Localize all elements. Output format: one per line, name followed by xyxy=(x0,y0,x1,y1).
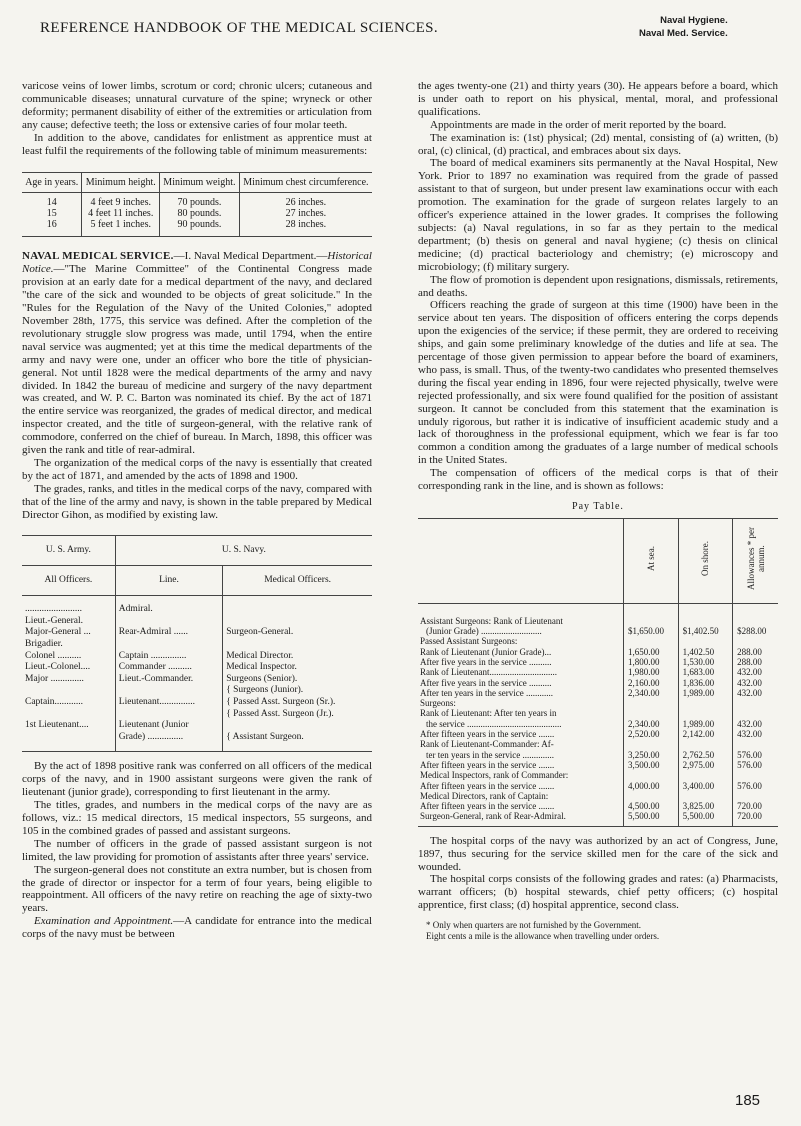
table-cell: 3,825.00 xyxy=(678,801,733,811)
table-cell: Surgeon-General, rank of Rear-Admiral. xyxy=(418,811,624,826)
footnote-line: * Only when quarters are not furnished by the Government. xyxy=(426,920,641,931)
table-cell: Lieutenant (Junior xyxy=(115,720,222,732)
table-cell: 1,530.00 xyxy=(678,657,733,667)
section-heading xyxy=(22,250,372,457)
table-cell: 432.00 xyxy=(737,667,762,678)
table-cell xyxy=(22,732,115,752)
table-row xyxy=(22,720,372,732)
table-cell xyxy=(223,596,372,616)
table-row xyxy=(418,760,778,770)
table-row xyxy=(418,657,778,667)
table-cell: 2,142.00 xyxy=(678,729,733,739)
paragraph: The examination is: (1st) physical; (2d) mental, consisting of (a) written, (b) oral, (c) clinical, (d) practical, and embraces about six days. xyxy=(418,131,778,157)
table-cell: Medical Director. xyxy=(226,650,294,661)
table-cell: Lieut.-General. xyxy=(22,616,115,628)
table-cell: After fifteen years in the service ....... xyxy=(418,801,624,811)
table-row xyxy=(22,219,372,237)
table-cell: After ten years in the service ............ xyxy=(418,688,624,698)
table-cell xyxy=(678,739,733,749)
table-cell: 720.00 xyxy=(733,811,778,826)
right-column xyxy=(418,80,778,941)
table-header: Minimum weight. xyxy=(160,173,240,193)
table-cell: 28 inches. xyxy=(239,219,372,237)
table-header xyxy=(678,518,733,603)
table-cell xyxy=(223,720,372,732)
subsection-title: Historical Notice. xyxy=(22,250,372,276)
table-cell: Captain............ xyxy=(22,697,115,709)
table-cell: 2,340.00 xyxy=(624,719,679,729)
table-cell xyxy=(624,708,679,718)
table-cell: Rank of Lieutenant (Junior Grade)... xyxy=(418,647,624,657)
table-cell: 576.00 xyxy=(737,749,762,760)
table-cell: Passed Assistant Surgeons: xyxy=(418,636,624,646)
paragraph: The organization of the medical corps of the navy is essentially that created by the act of 1871, and amended by the acts of 1898 and 1900. xyxy=(22,456,372,482)
paragraph-text: —A candidate for entrance into the medical corps of the navy must be between xyxy=(22,915,373,941)
table-cell: { Passed Asst. Surgeon (Jr.). xyxy=(226,708,334,719)
table-cell: 3,400.00 xyxy=(678,781,733,791)
table-cell xyxy=(733,636,778,646)
table-cell: 5,500.00 xyxy=(624,811,679,826)
table-cell: After five years in the service .......... xyxy=(418,657,624,667)
table-row xyxy=(418,811,778,826)
table-row xyxy=(22,639,372,651)
table-cell: (Junior Grade) ........................... xyxy=(418,626,624,636)
paragraph: The number of officers in the grade of passed assistant surgeon is not limited, the law providing for promotion of assistants after three years' service. xyxy=(22,837,372,863)
table-cell xyxy=(223,639,372,651)
table-cell: 432.00 xyxy=(737,677,762,688)
footnote xyxy=(418,920,778,941)
table-header: Line. xyxy=(115,566,222,596)
table-cell: Lieut.-Commander. xyxy=(115,674,222,686)
table-row xyxy=(22,674,372,686)
table-row xyxy=(418,678,778,688)
table-cell: Surgeons: xyxy=(418,698,624,708)
table-cell: Surgeons (Senior). xyxy=(226,673,298,684)
paragraph: —"The Marine Committee" of the Continental Congress made provision at an early date for a medical department of the navy, and declared "the care of the sick and wounded to be objects of great solicitude." In the "Rules for the Regulation of the Navy of the United Colonies," adopted November 28th, 1775, this service was defined. After the completion of the revolutionary struggle slow progress was made, until 1794, when the entire naval service was augmented; yet at this time the medical departments of the army and navy were one, under an officer who bore the title of physician-general. Not until 1828 were the medical departments of the army and navy divided. In 1842 the bureau of medicine and surgery of the navy department was created, and W. P. C. Barton was nominated its chief. By the act of 1871 the entire service was reorganized, the grades of medical director, and medical inspector created, and the title of surgeon-general, with the relative rank of commodore, conferred on the chief of bureau. In March, 1898, this officer was given the rank and title of rear-admiral. xyxy=(22,263,372,457)
table-row xyxy=(418,719,778,729)
page-header xyxy=(0,8,801,44)
page-number: 185 xyxy=(735,1092,761,1109)
table-header: Minimum chest circumference. xyxy=(239,173,372,193)
table-cell: 432.00 xyxy=(737,718,762,729)
section-tag-line2: Naval Med. Service. xyxy=(639,28,728,39)
table-cell: $1,402.50 xyxy=(678,626,733,636)
table-cell: 1,836.00 xyxy=(678,678,733,688)
table-cell xyxy=(678,636,733,646)
table-cell: 16 xyxy=(22,219,82,237)
running-title: REFERENCE HANDBOOK OF THE MEDICAL SCIENCES. xyxy=(40,20,439,36)
footnote-line: Eight cents a mile is the allowance when travelling under orders. xyxy=(426,930,660,941)
paragraph: varicose veins of lower limbs, scrotum or cord; chronic ulcers; cutaneous and communicable diseases; unnatural curvature of the spine; wryneck or other deformity; permanent disability of either of the extremities or articulation from any cause; defective teeth; the loss or extensive caries of four molar teeth. xyxy=(22,80,372,131)
table-cell: 4 feet 9 inches. xyxy=(82,193,160,209)
table-cell: After fifteen years in the service ....... xyxy=(418,760,624,770)
column-label: Allowances * per annum. xyxy=(745,527,766,591)
section-title: NAVAL MEDICAL SERVICE. xyxy=(22,250,174,263)
table-cell: ........................ xyxy=(22,596,115,616)
table-cell: Rank of Lieutenant-Commander: Af- xyxy=(418,739,624,749)
table-cell xyxy=(733,603,778,626)
table-cell xyxy=(624,791,679,801)
table-row xyxy=(22,662,372,674)
table-row xyxy=(418,647,778,657)
table-cell xyxy=(624,698,679,708)
table-cell: 1,800.00 xyxy=(624,657,679,667)
table-row xyxy=(418,791,778,801)
section-subtitle: —I. Naval Medical Department.— xyxy=(173,250,328,263)
table-cell: the service .......................................... xyxy=(418,719,624,729)
paragraph: The board of medical examiners sits permanently at the Naval Hospital, New York. Prior to 1897 no examination was required from the grade of passed assistant to that of surgeon, but under present law examinations occur with each promotion. The examination for the grade of surgeon relates largely to an officer's experience attained in the lower grades. It comprises the following subjects: (a) Naval regulations, in so far as they pertain to the medical department; (b) thesis on general and naval hygiene; (c) thesis on clinical medicine; (d) practical bacteriology and chemistry; (e) microscopy and microbiology; (f) military surgery. xyxy=(418,157,778,273)
table-header: All Officers. xyxy=(22,566,115,596)
table-cell: Captain ............... xyxy=(115,651,222,663)
table-header: U. S. Navy. xyxy=(115,536,372,566)
table-cell: 3,500.00 xyxy=(624,760,679,770)
table-row xyxy=(418,688,778,698)
table-cell: 288.00 xyxy=(737,646,762,657)
table-cell: Assistant Surgeons: Rank of Lieutenant xyxy=(418,603,624,626)
table-cell: 1,683.00 xyxy=(678,667,733,677)
table-row xyxy=(418,770,778,780)
table-cell xyxy=(678,791,733,801)
table-cell xyxy=(733,791,778,801)
table-cell xyxy=(22,709,115,721)
table-cell: After five years in the service .......... xyxy=(418,678,624,688)
table-cell: Major-General ... xyxy=(22,627,115,639)
paragraph: The hospital corps of the navy was authorized by an act of Congress, June, 1897, thus securing for the service skilled men for the care of the sick and wounded. xyxy=(418,834,778,873)
table-cell xyxy=(115,639,222,651)
table-row xyxy=(22,616,372,628)
paragraph: The flow of promotion is dependent upon resignations, dismissals, retirements, and deaths. xyxy=(418,273,778,299)
table-header: U. S. Army. xyxy=(22,536,115,566)
table-cell: { Surgeons (Junior). xyxy=(226,685,304,696)
table-cell: 576.00 xyxy=(737,780,762,791)
table-cell xyxy=(624,636,679,646)
table-cell: After fifteen years in the service ....... xyxy=(418,729,624,739)
paragraph: Appointments are made in the order of merit reported by the board. xyxy=(430,118,727,131)
table-cell xyxy=(678,770,733,780)
paragraph: the ages twenty-one (21) and thirty years (30). He appears before a board, which is under oath to report on his physical, mental, moral, and professional qualifications. xyxy=(418,80,778,118)
table-cell: 2,762.50 xyxy=(678,750,733,760)
table-row xyxy=(22,627,372,639)
table-cell: Colonel .......... xyxy=(22,651,115,663)
table-cell xyxy=(678,603,733,626)
table-cell: 2,160.00 xyxy=(624,678,679,688)
table-row xyxy=(22,732,372,752)
table-cell: Major .............. xyxy=(22,674,115,686)
table-cell xyxy=(678,708,733,718)
table-cell xyxy=(115,709,222,721)
section-tag-line1: Naval Hygiene. xyxy=(660,15,728,26)
table-cell xyxy=(624,770,679,780)
table-cell xyxy=(733,698,778,708)
table-cell: After fifteen years in the service ....... xyxy=(418,781,624,791)
table-cell: 432.00 xyxy=(737,687,762,698)
minimum-measurements-table xyxy=(22,172,372,237)
table-row xyxy=(418,636,778,646)
table-cell: { Passed Asst. Surgeon (Sr.). xyxy=(226,697,336,708)
table-cell: 1,402.50 xyxy=(678,647,733,657)
table-cell: Medical Directors, rank of Captain: xyxy=(418,791,624,801)
table-row xyxy=(418,781,778,791)
table-cell: Medical Inspector. xyxy=(226,662,297,673)
paragraph: In addition to the above, candidates for enlistment as apprentice must at least fulfil the requirements of the following table of minimum measurements: xyxy=(22,131,372,157)
table-cell: ter ten years in the service .............. xyxy=(418,750,624,760)
table-cell: 14 xyxy=(22,193,82,209)
table-cell xyxy=(22,685,115,697)
paragraph: The grades, ranks, and titles in the medical corps of the navy, compared with that of the line of the army and navy, is shown in the table prepared by Medical Director Gihon, as modified by existing law. xyxy=(22,482,372,521)
table-cell: 576.00 xyxy=(737,759,762,770)
table-cell: 4 feet 11 inches. xyxy=(82,208,160,219)
table-cell: 80 pounds. xyxy=(160,208,240,219)
table-cell: Rank of Lieutenant.............................. xyxy=(418,667,624,677)
paragraph: The surgeon-general does not constitute an extra number, but is chosen from the grade of director or inspector for a term of four years, being eligible to reappointment. All officers of the navy retire on reaching the age of sixty-two years. xyxy=(22,863,372,915)
table-row xyxy=(418,750,778,760)
table-header: Age in years. xyxy=(22,173,82,193)
paragraph xyxy=(22,915,372,941)
table-cell: Brigadier. xyxy=(22,639,115,651)
table-row xyxy=(418,603,778,626)
table-cell: 2,520.00 xyxy=(624,729,679,739)
table-cell: 432.00 xyxy=(737,729,762,740)
table-row xyxy=(418,698,778,708)
column-label: On shore. xyxy=(700,541,711,577)
table-row xyxy=(418,626,778,636)
table-cell: 5,500.00 xyxy=(678,811,733,826)
table-cell: 15 xyxy=(22,208,82,219)
pay-table xyxy=(418,518,778,827)
table-cell: 1,989.00 xyxy=(678,719,733,729)
table-row xyxy=(418,667,778,677)
table-cell: Lieutenant............... xyxy=(115,697,222,709)
table-row xyxy=(418,729,778,739)
table-cell xyxy=(624,603,679,626)
table-cell xyxy=(678,698,733,708)
table-cell: 4,500.00 xyxy=(624,801,679,811)
table-cell: 288.00 xyxy=(737,657,762,667)
table-cell: 720.00 xyxy=(737,801,762,812)
table-header xyxy=(418,518,624,603)
table-cell xyxy=(115,616,222,628)
table-header xyxy=(733,518,778,603)
table-cell xyxy=(115,685,222,697)
table-cell: Rear-Admiral ...... xyxy=(115,627,222,639)
table-header xyxy=(624,518,679,603)
table-cell: 26 inches. xyxy=(285,197,327,209)
table-cell xyxy=(624,739,679,749)
table-cell: Rank of Lieutenant: After ten years in xyxy=(418,708,624,718)
section-tag xyxy=(639,14,728,40)
table-row xyxy=(22,709,372,721)
table-row xyxy=(418,801,778,811)
table-cell: Surgeon-General. xyxy=(226,627,294,638)
table-row xyxy=(22,685,372,697)
table-cell: 90 pounds. xyxy=(160,219,240,237)
table-cell: 1,989.00 xyxy=(678,688,733,698)
table-cell: 1,650.00 xyxy=(624,647,679,657)
table-cell xyxy=(733,739,778,749)
table-cell: 1,980.00 xyxy=(624,667,679,677)
table-cell: 2,975.00 xyxy=(678,760,733,770)
table-row xyxy=(22,697,372,709)
table-cell: Grade) ............... xyxy=(115,732,222,752)
table-row xyxy=(22,193,372,209)
subsection-title: Examination and Appointment. xyxy=(34,915,174,928)
table-cell: Admiral. xyxy=(115,596,222,616)
paragraph: By the act of 1898 positive rank was conferred on all officers of the medical corps of the navy, and in 1900 assistant surgeons were given the rank of lieutenant (junior grade), corresponding to first lieutenant in the army. xyxy=(22,760,372,799)
paragraph: The titles, grades, and numbers in the medical corps of the navy are as follows, viz.: 15 medical directors, 15 medical inspectors, 55 surgeons, and 105 in the combined grades of passed and assistant surgeons. xyxy=(22,799,372,837)
table-row xyxy=(22,596,372,616)
table-header: Minimum height. xyxy=(82,173,160,193)
column-label: At sea. xyxy=(645,546,656,572)
left-column xyxy=(22,80,372,941)
table-cell: { Assistant Surgeon. xyxy=(223,732,372,752)
table-cell: 70 pounds. xyxy=(160,193,240,209)
table-cell: 5 feet 1 inches. xyxy=(82,219,160,237)
table-cell xyxy=(733,770,778,780)
table-cell xyxy=(223,616,372,628)
table-cell: 3,250.00 xyxy=(624,750,679,760)
rank-comparison-table xyxy=(22,535,372,752)
table-cell: Lieut.-Colonel.... xyxy=(22,662,115,674)
table-row xyxy=(22,651,372,663)
pay-table-title: Pay Table. xyxy=(572,501,624,512)
table-header: Medical Officers. xyxy=(223,566,372,596)
table-row xyxy=(22,208,372,219)
table-cell: Commander .......... xyxy=(115,662,222,674)
table-cell: 1st Lieutenant.... xyxy=(22,720,115,732)
table-cell: $288.00 xyxy=(737,626,767,637)
paragraph: The hospital corps consists of the following grades and rates: (a) Pharmacists, warrant officers; (b) hospital stewards, chief petty officers; (c) hospital apprentice, first class; (d) hospital apprentice, second class. xyxy=(418,873,778,912)
paragraph: Officers reaching the grade of surgeon at this time (1900) have been in the service about ten years. The disposition of officers entering the corps depends upon the exigencies of the service; if these permit, they are ordered to receiving ships, and gain some preliminary knowledge of the duties and life at sea. The percentage of those given permission to appear before the board of examiners, who pass, is small. Thus, of the twenty-two candidates who presented themselves during the fiscal year ending in 1896, four were rejected physically, twelve were rejected professionally, and six were found qualified for the position of assistant surgeon. It cannot be concluded from this statement that the examination is unduly rigorous, but rather it is indicative of insufficient academic study and a lack of thoroughness in the professional equipment, which we fear is far too common a condition among the graduates of a large number of medical schools in the United States. xyxy=(418,299,778,467)
table-row xyxy=(418,708,778,718)
table-cell: 4,000.00 xyxy=(624,781,679,791)
table-cell: $1,650.00 xyxy=(624,626,679,636)
table-cell: 2,340.00 xyxy=(624,688,679,698)
table-cell: Medical Inspectors, rank of Commander: xyxy=(418,770,624,780)
table-cell: 27 inches. xyxy=(285,208,327,220)
table-row xyxy=(418,739,778,749)
table-cell xyxy=(733,708,778,718)
paragraph: The compensation of officers of the medical corps is that of their corresponding rank in the line, and is shown as follows: xyxy=(418,467,778,493)
